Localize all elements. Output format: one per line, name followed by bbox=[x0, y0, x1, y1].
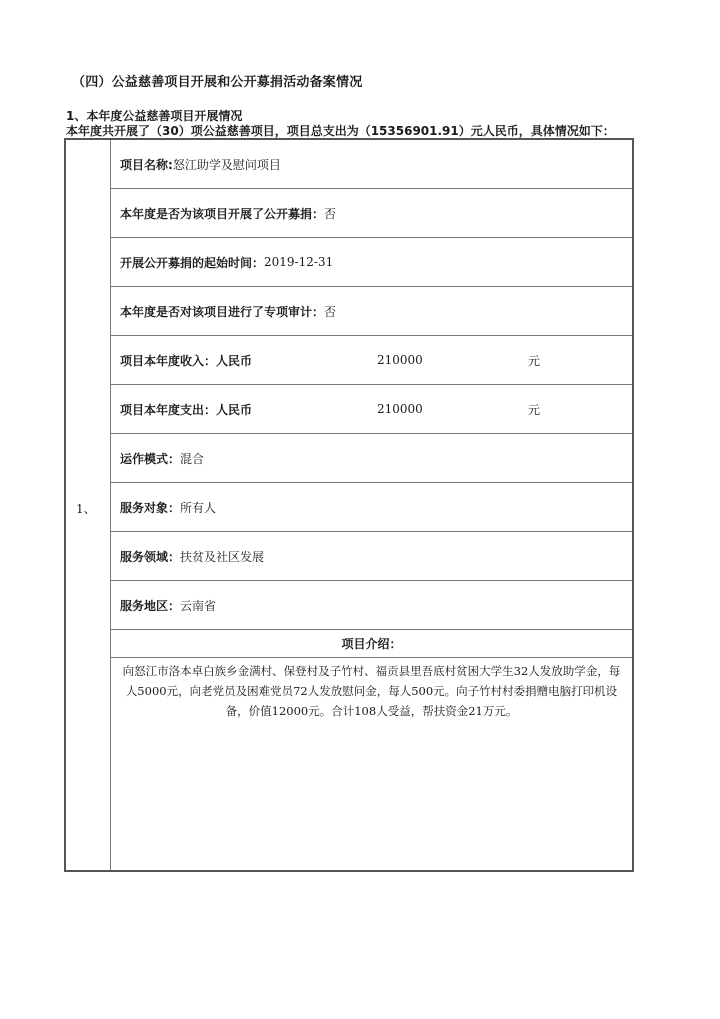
row-special-audit bbox=[111, 287, 632, 336]
row-value: 否 bbox=[324, 206, 337, 221]
summary-line: 本年度共开展了（30）项公益慈善项目，项目总支出为（15356901.91）元人民币，具体情况如下： bbox=[66, 124, 615, 138]
row-label: 项目本年度支出：人民币 bbox=[120, 402, 253, 417]
project-rows bbox=[111, 140, 632, 721]
row-expense bbox=[111, 385, 632, 434]
row-value: 怒江助学及慰问项目 bbox=[172, 157, 281, 172]
index-column bbox=[66, 140, 111, 870]
row-value: 扶贫及社区发展 bbox=[180, 549, 265, 564]
row-project-name bbox=[111, 140, 632, 189]
row-label: 开展公开募捐的起始时间： bbox=[120, 255, 265, 270]
row-label: 项目名称: bbox=[120, 157, 173, 172]
row-value: 混合 bbox=[180, 451, 205, 466]
row-value: 否 bbox=[324, 304, 337, 319]
row-value: 云南省 bbox=[180, 598, 217, 613]
row-service-field bbox=[111, 532, 632, 581]
income-amount: 210000 bbox=[377, 353, 423, 367]
row-operation-mode bbox=[111, 434, 632, 483]
intro-heading: 项目介绍： bbox=[111, 630, 632, 658]
row-fundraising-start bbox=[111, 238, 632, 287]
row-public-fundraising bbox=[111, 189, 632, 238]
row-service-region bbox=[111, 581, 632, 630]
project-index: 1、 bbox=[76, 502, 96, 516]
row-label: 服务领域： bbox=[120, 549, 181, 564]
row-label: 服务对象： bbox=[120, 500, 181, 515]
row-income bbox=[111, 336, 632, 385]
row-label: 服务地区： bbox=[120, 598, 181, 613]
row-value: 所有人 bbox=[180, 500, 217, 515]
row-value: 2019-12-31 bbox=[264, 255, 334, 269]
row-label: 项目本年度收入：人民币 bbox=[120, 353, 253, 368]
row-label: 本年度是否为该项目开展了公开募捐： bbox=[120, 206, 325, 221]
intro-text: 向怒江市洛本卓白族乡金满村、保登村及子竹村、福贡县里吾底村贫困大学生32人发放助学金，每人5000元，向老党员及困难党员72人发放慰问金，每人500元。向子竹村村委捐赠电脑打印机设备，价值12000元。合计108人受益，帮扶资金21万元。 bbox=[122, 664, 621, 718]
project-table bbox=[64, 138, 634, 872]
sub-title: 1、本年度公益慈善项目开展情况 bbox=[66, 109, 243, 123]
expense-amount: 210000 bbox=[377, 402, 423, 416]
row-label: 本年度是否对该项目进行了专项审计： bbox=[120, 304, 325, 319]
section-title: （四）公益慈善项目开展和公开募捐活动备案情况 bbox=[72, 75, 363, 90]
row-service-target bbox=[111, 483, 632, 532]
row-label: 运作模式： bbox=[120, 451, 181, 466]
expense-unit: 元 bbox=[528, 402, 541, 417]
income-unit: 元 bbox=[528, 353, 541, 368]
